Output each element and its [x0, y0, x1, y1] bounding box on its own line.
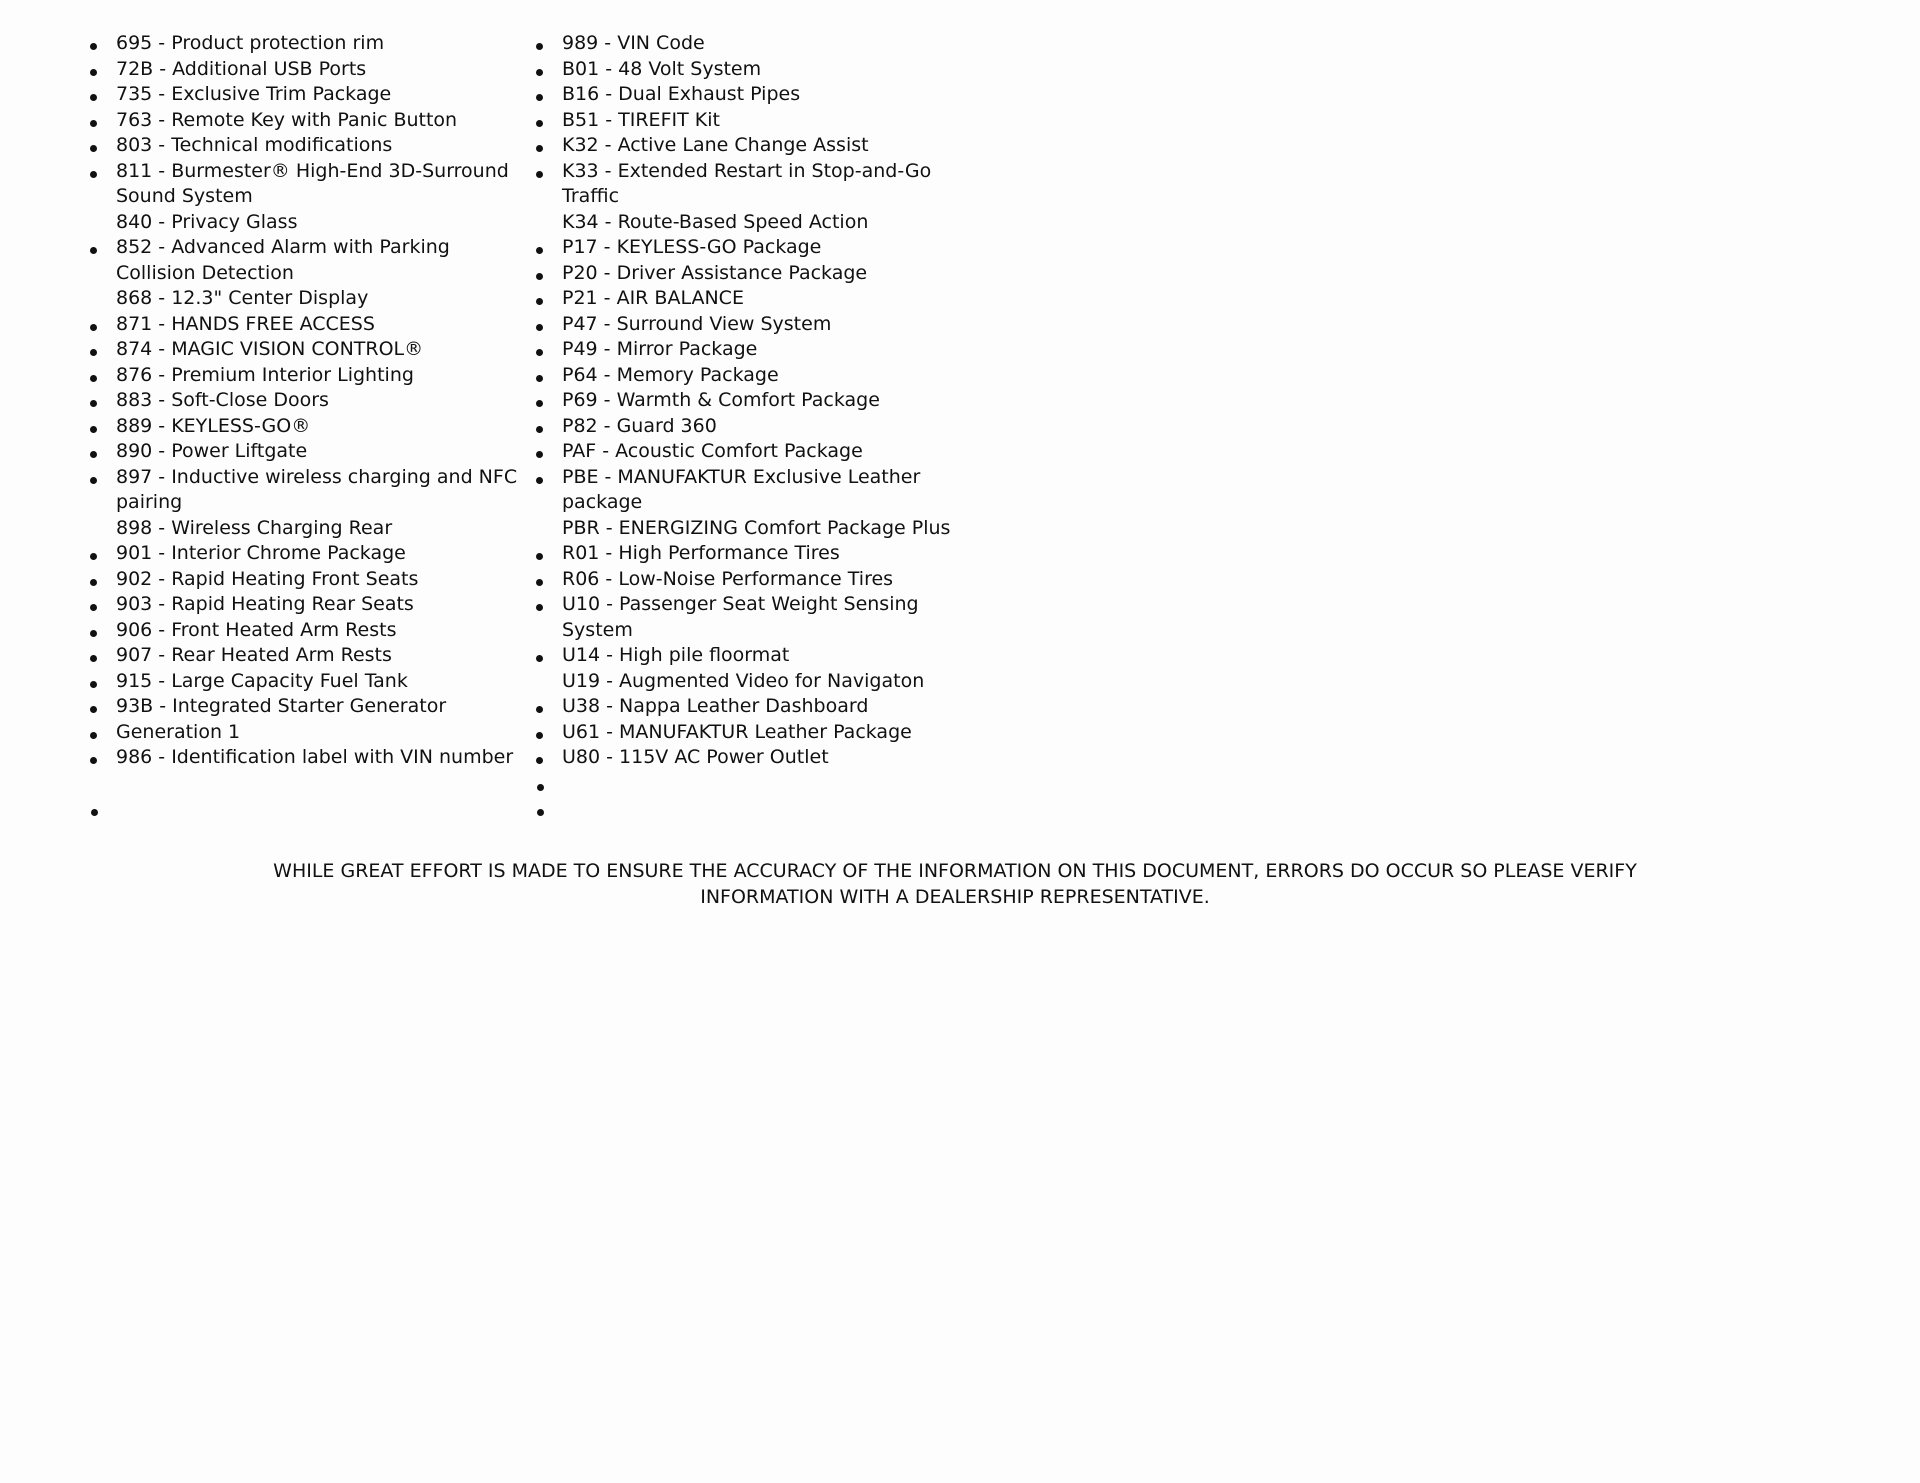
list-item: K33 - Extended Restart in Stop-and-Go Traffic	[535, 159, 975, 210]
list-item: P69 - Warmth & Comfort Package	[535, 388, 975, 414]
list-item: 852 - Advanced Alarm with Parking Collision Detection	[89, 235, 529, 286]
list-item: P82 - Guard 360	[535, 414, 975, 440]
list-item: 763 - Remote Key with Panic Button	[89, 108, 529, 134]
list-item: 897 - Inductive wireless charging and NFC pairing	[89, 465, 529, 516]
list-item: 93B - Integrated Starter Generator	[89, 694, 529, 720]
list-item: U61 - MANUFAKTUR Leather Package	[535, 720, 975, 746]
list-item: R06 - Low-Noise Performance Tires	[535, 567, 975, 593]
list-item: U80 - 115V AC Power Outlet	[535, 745, 975, 771]
list-item: 868 - 12.3" Center Display	[116, 287, 369, 309]
list-item: 695 - Product protection rim	[89, 31, 529, 57]
list-item: B16 - Dual Exhaust Pipes	[535, 82, 975, 108]
list-item: PBE - MANUFAKTUR Exclusive Leather package	[535, 465, 975, 516]
list-item: 903 - Rapid Heating Rear Seats	[89, 592, 529, 618]
list-item: B51 - TIREFIT Kit	[535, 108, 975, 134]
list-item: P64 - Memory Package	[535, 363, 975, 389]
empty-bullet-right-2	[537, 809, 544, 816]
list-item: B01 - 48 Volt System	[535, 57, 975, 83]
list-item: K34 - Route-Based Speed Action	[562, 210, 869, 233]
empty-bullet-left	[91, 809, 98, 816]
list-item: 890 - Power Liftgate	[89, 439, 529, 465]
list-item: 811 - Burmester® High-End 3D-Surround Sound System	[89, 159, 529, 210]
empty-bullet-right-1	[537, 784, 544, 791]
list-item: P20 - Driver Assistance Package	[535, 261, 975, 287]
list-item: 840 - Privacy Glass	[116, 210, 298, 233]
list-item: U10 - Passenger Seat Weight Sensing System	[535, 592, 975, 643]
list-item: 898 - Wireless Charging Rear	[116, 516, 393, 539]
disclaimer-text: WHILE GREAT EFFORT IS MADE TO ENSURE THE ACCURACY OF THE INFORMATION ON THIS DOCUMENT, ERRORS DO OCCUR SO PLEASE VERIFY INFORMATION WITH A DEALERSHIP REPRESENTATIVE.	[273, 860, 1637, 908]
options-list-right	[535, 31, 975, 771]
list-item: Generation 1	[89, 720, 529, 746]
list-item: 902 - Rapid Heating Front Seats	[89, 567, 529, 593]
list-item: 72B - Additional USB Ports	[89, 57, 529, 83]
list-item: 876 - Premium Interior Lighting	[89, 363, 529, 389]
list-item: 874 - MAGIC VISION CONTROL®	[89, 337, 529, 363]
list-item: 883 - Soft-Close Doors	[89, 388, 529, 414]
list-item: P49 - Mirror Package	[535, 337, 975, 363]
options-list-left	[89, 31, 529, 771]
list-item: PAF - Acoustic Comfort Package	[535, 439, 975, 465]
list-item: 906 - Front Heated Arm Rests	[89, 618, 529, 644]
list-item: 901 - Interior Chrome Package	[89, 541, 529, 567]
list-item: U38 - Nappa Leather Dashboard	[535, 694, 975, 720]
list-item: K32 - Active Lane Change Assist	[535, 133, 975, 159]
list-item: P47 - Surround View System	[535, 312, 975, 338]
list-item: 803 - Technical modifications	[89, 133, 529, 159]
list-item: 986 - Identification label with VIN number	[89, 745, 529, 771]
list-item: 915 - Large Capacity Fuel Tank	[89, 669, 529, 695]
list-item: PBR - ENERGIZING Comfort Package Plus	[562, 516, 951, 539]
list-item: U19 - Augmented Video for Navigaton	[562, 669, 925, 692]
list-item: 871 - HANDS FREE ACCESS	[89, 312, 529, 338]
list-item: 989 - VIN Code	[535, 31, 975, 57]
list-item: 889 - KEYLESS-GO®	[89, 414, 529, 440]
list-item: P21 - AIR BALANCE	[535, 286, 975, 312]
list-item: P17 - KEYLESS-GO Package	[535, 235, 975, 261]
list-item: 907 - Rear Heated Arm Rests	[89, 643, 529, 669]
list-item: 735 - Exclusive Trim Package	[89, 82, 529, 108]
list-item: U14 - High pile floormat	[535, 643, 975, 669]
list-item: R01 - High Performance Tires	[535, 541, 975, 567]
